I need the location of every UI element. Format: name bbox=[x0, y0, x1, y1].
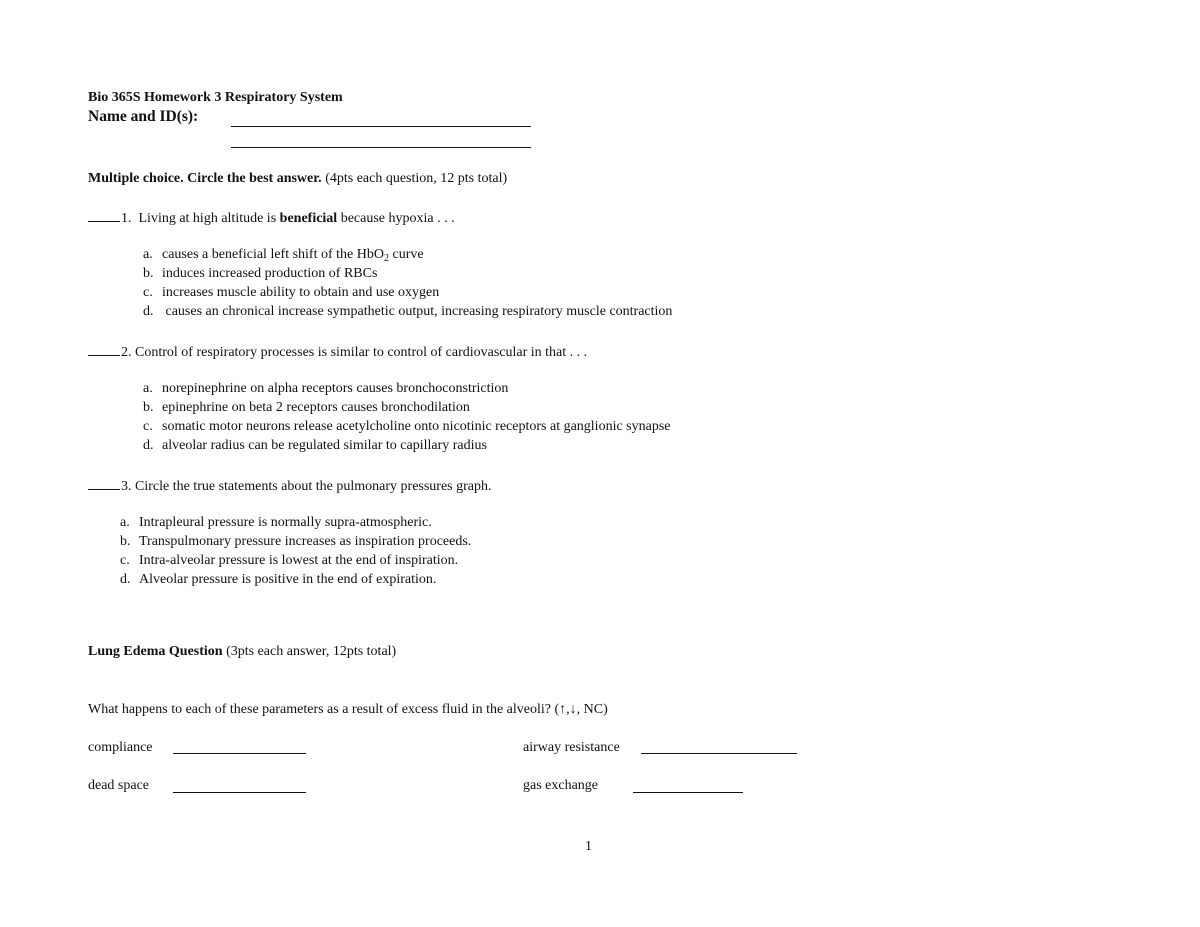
document-title: Bio 365S Homework 3 Respiratory System bbox=[88, 90, 343, 105]
q1-option-d[interactable] bbox=[143, 304, 672, 320]
q2-option-a-letter: a. bbox=[143, 381, 153, 396]
question-1-text-post: because hypoxia . . . bbox=[337, 211, 455, 226]
name-id-label: Name and ID(s): bbox=[88, 108, 199, 125]
q2-option-b-text: epinephrine on beta 2 receptors causes bronchodilation bbox=[162, 400, 470, 415]
question-2-number: 2. bbox=[121, 345, 132, 360]
edema-prompt: What happens to each of these parameters as a result of excess fluid in the alveoli? (↑,↓, NC) bbox=[88, 702, 608, 717]
q1-option-a[interactable] bbox=[143, 247, 424, 263]
question-3-text: Circle the true statements about the pulmonary pressures graph. bbox=[131, 479, 492, 494]
q2-option-d-letter: d. bbox=[143, 438, 154, 453]
q3-option-b-letter: b. bbox=[120, 534, 131, 549]
q1-option-b[interactable] bbox=[143, 266, 377, 282]
q2-option-a[interactable] bbox=[143, 381, 508, 397]
param-airway-resistance-blank[interactable] bbox=[641, 753, 797, 754]
q3-option-d[interactable] bbox=[120, 572, 436, 588]
q1-option-a-text-post: curve bbox=[388, 247, 424, 262]
name-id-line-2[interactable] bbox=[231, 147, 531, 148]
q1-option-c-text: increases muscle ability to obtain and use oxygen bbox=[162, 285, 440, 300]
q3-option-c[interactable] bbox=[120, 553, 458, 569]
q3-option-c-text: Intra-alveolar pressure is lowest at the end of inspiration. bbox=[139, 553, 459, 568]
param-gas-exchange-blank[interactable] bbox=[633, 792, 743, 793]
mc-heading-text: Multiple choice. Circle the best answer. bbox=[88, 171, 322, 186]
q2-option-b[interactable] bbox=[143, 400, 470, 416]
edema-section-heading bbox=[88, 644, 396, 660]
q3-option-b[interactable] bbox=[120, 534, 471, 550]
q1-option-d-letter: d. bbox=[143, 304, 154, 319]
q1-option-a-subscript: 2 bbox=[383, 253, 389, 264]
question-1 bbox=[88, 209, 455, 227]
question-1-text-pre: Living at high altitude is bbox=[131, 211, 280, 226]
param-dead-space-label: dead space bbox=[88, 778, 150, 793]
page-number: 1 bbox=[585, 839, 592, 854]
q1-option-b-text: induces increased production of RBCs bbox=[162, 266, 378, 281]
answer-blank-2[interactable] bbox=[88, 343, 120, 356]
question-2 bbox=[88, 343, 587, 361]
mc-section-heading bbox=[88, 171, 507, 187]
edema-heading-text: Lung Edema Question bbox=[88, 644, 223, 659]
q2-option-c[interactable] bbox=[143, 419, 671, 435]
answer-blank-1[interactable] bbox=[88, 209, 120, 222]
param-compliance-label: compliance bbox=[88, 740, 153, 755]
q3-option-b-text: Transpulmonary pressure increases as inspiration proceeds. bbox=[139, 534, 472, 549]
q3-option-d-letter: d. bbox=[120, 572, 131, 587]
q3-option-a[interactable] bbox=[120, 515, 432, 531]
q2-option-c-text: somatic motor neurons release acetylcholine onto nicotinic receptors at ganglionic synapse bbox=[162, 419, 671, 434]
q1-option-a-text: causes a beneficial left shift of the HbO bbox=[162, 247, 384, 262]
name-id-line-1[interactable] bbox=[231, 126, 531, 127]
param-compliance-blank[interactable] bbox=[173, 753, 306, 754]
q2-option-a-text: norepinephrine on alpha receptors causes bronchoconstriction bbox=[162, 381, 509, 396]
q1-option-a-letter: a. bbox=[143, 247, 153, 262]
param-dead-space-blank[interactable] bbox=[173, 792, 306, 793]
question-1-number: 1. bbox=[121, 211, 132, 226]
question-2-text: Control of respiratory processes is similar to control of cardiovascular in that . . . bbox=[131, 345, 588, 360]
q2-option-d[interactable] bbox=[143, 438, 487, 454]
question-3 bbox=[88, 477, 492, 495]
q2-option-c-letter: c. bbox=[143, 419, 153, 434]
q1-option-c[interactable] bbox=[143, 285, 439, 301]
param-gas-exchange-label: gas exchange bbox=[523, 778, 599, 793]
q3-option-d-text: Alveolar pressure is positive in the end of expiration. bbox=[139, 572, 437, 587]
q3-option-c-letter: c. bbox=[120, 553, 130, 568]
q3-option-a-text: Intrapleural pressure is normally supra-atmospheric. bbox=[139, 515, 432, 530]
q2-option-d-text: alveolar radius can be regulated similar to capillary radius bbox=[162, 438, 487, 453]
question-3-number: 3. bbox=[121, 479, 132, 494]
answer-blank-3[interactable] bbox=[88, 477, 120, 490]
edema-heading-note: (3pts each answer, 12pts total) bbox=[222, 644, 397, 659]
question-1-text-bold: beneficial bbox=[279, 211, 338, 226]
q2-option-b-letter: b. bbox=[143, 400, 154, 415]
q3-option-a-letter: a. bbox=[120, 515, 130, 530]
mc-heading-note: (4pts each question, 12 pts total) bbox=[321, 171, 508, 186]
q1-option-d-text: causes an chronical increase sympathetic output, increasing respiratory muscle contraction bbox=[162, 304, 673, 319]
q1-option-b-letter: b. bbox=[143, 266, 154, 281]
param-airway-resistance-label: airway resistance bbox=[523, 740, 620, 755]
q1-option-c-letter: c. bbox=[143, 285, 153, 300]
